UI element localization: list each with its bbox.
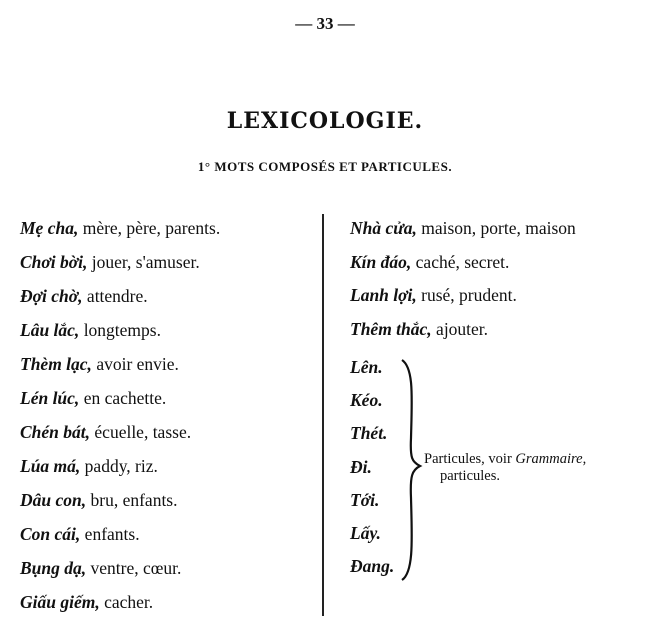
entry [20,286,148,306]
french-meaning: ajouter. [431,318,489,339]
particles-note [424,451,586,467]
vietnamese-term: Mẹ cha, [20,218,79,238]
vietnamese-term: Kéo. [350,390,383,411]
vietnamese-term: Giấu giếm, [20,592,100,612]
vietnamese-term: Lâu lắc, [20,320,80,340]
entry [350,556,394,576]
french-meaning: longtemps. [79,320,161,340]
french-meaning: paddy, riz. [80,456,158,476]
vietnamese-term: Bụng dạ, [20,558,87,578]
column-divider [322,214,324,616]
vietnamese-term: Đang. [350,556,395,577]
vietnamese-term: Đi. [350,456,372,477]
note-text: Particules, voir [424,451,516,467]
french-meaning: écuelle, tasse. [90,422,192,442]
vietnamese-term: Con cái, [20,524,81,544]
french-meaning: enfants. [80,524,140,544]
french-meaning: caché, secret. [411,251,510,272]
entry [350,457,372,477]
vietnamese-term: Lanh lợi, [350,285,417,305]
entry [20,456,158,476]
vietnamese-term: Lấy. [350,523,381,543]
page-number: — 33 — [295,14,355,33]
vietnamese-term: Kín đáo, [350,251,412,272]
entry [350,252,509,272]
vietnamese-term: Chén bát, [20,422,91,442]
entry [20,388,166,408]
note-italic: Grammaire [515,451,583,467]
french-meaning: maison, porte, maison [416,218,576,238]
vietnamese-term: Chơi bời, [20,252,88,272]
entry [20,558,181,578]
vietnamese-term: Đợi chờ, [20,286,83,306]
entry [350,218,576,238]
entry [20,524,140,544]
french-meaning: en cachette. [79,388,167,408]
french-meaning: jouer, s'amuser. [87,252,200,272]
page-title: LEXICOLOGIE. [226,108,424,134]
entry [350,285,517,305]
entry [20,422,191,442]
entry [20,252,200,272]
french-meaning: ventre, cœur. [86,558,182,578]
note-suffix: , [582,451,587,467]
entry [350,390,383,410]
particles-note-line2: particules. [440,468,500,484]
entry [20,490,178,510]
entry [350,523,381,543]
entry [20,218,220,238]
vietnamese-term: Lúa má, [20,456,81,476]
french-meaning: rusé, prudent. [416,285,517,305]
entry [350,319,488,339]
vietnamese-term: Dâu con, [20,490,87,510]
vietnamese-term: Thét. [350,423,388,444]
french-meaning: mère, père, parents. [78,218,221,238]
french-meaning: attendre. [82,286,148,306]
french-meaning: cacher. [99,592,154,612]
entry [20,320,161,340]
vietnamese-term: Tới. [350,489,380,510]
french-meaning: avoir envie. [91,354,179,374]
vietnamese-term: Lên. [350,357,383,377]
entry [350,490,379,510]
section-subtitle: 1° MOTS COMPOSÉS ET PARTICULES. [197,159,453,174]
entry [350,357,383,377]
entry [20,592,153,612]
vietnamese-term: Thêm thắc, [350,318,432,339]
entry [350,423,387,443]
vietnamese-term: Nhà cửa, [350,218,417,238]
french-meaning: bru, enfants. [86,490,178,510]
vietnamese-term: Thèm lạc, [20,354,92,374]
curly-brace [398,358,428,582]
vietnamese-term: Lén lúc, [20,388,80,408]
entry [20,354,179,374]
